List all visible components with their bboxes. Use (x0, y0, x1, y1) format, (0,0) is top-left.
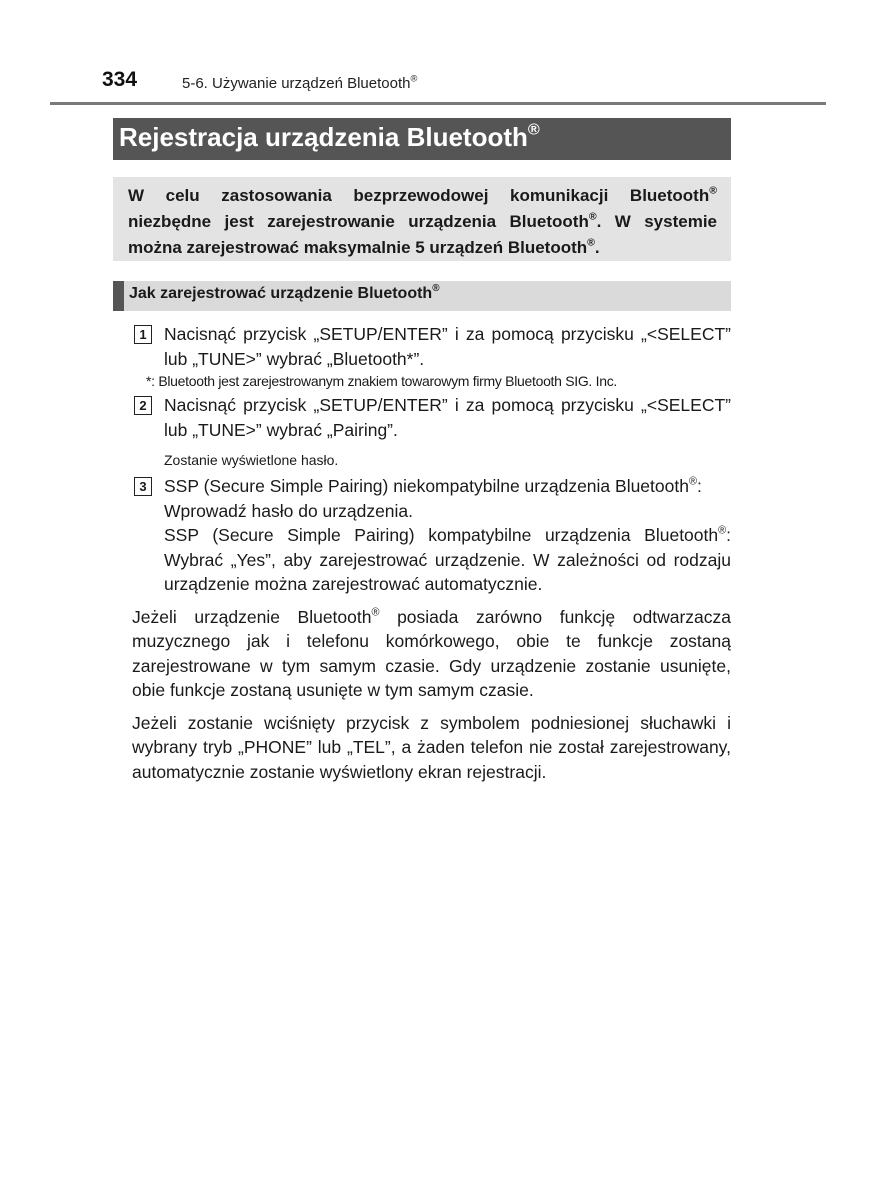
registered-mark: ® (432, 283, 440, 295)
footnote: *: Bluetooth jest zarejestrowanym znakiem towarowym firmy Bluetooth SIG. Inc. (146, 373, 617, 389)
registered-mark: ® (718, 524, 727, 537)
step-number: 3 (134, 477, 152, 496)
step-note: Zostanie wyświetlone hasło. (164, 452, 339, 468)
registered-mark: ® (527, 120, 540, 139)
chapter-title (182, 75, 417, 92)
page-header (50, 66, 826, 105)
section-title (119, 122, 540, 153)
paragraph-1 (132, 605, 731, 703)
intro-part-2: niezbędne jest zarejestrowanie urządzenia Bluetooth (128, 212, 589, 231)
registered-mark: ® (688, 475, 697, 488)
step-3-line-1 (164, 474, 731, 499)
registered-mark: ® (709, 184, 717, 197)
step-text-end: : Wybrać „Yes”, aby zarejestrować urządzenie. W zależności od rodzaju urządzenie można zarejestrować automatycznie. (164, 525, 731, 594)
section-title-bar (113, 118, 731, 160)
step-1 (132, 322, 731, 371)
paragraph-text: Jeżeli urządzenie Bluetooth (132, 606, 372, 627)
chapter-title-text: 5-6. Używanie urządzeń Bluetooth (182, 75, 411, 92)
intro-box (113, 177, 731, 261)
section-title-text: Rejestracja urządzenia Bluetooth (119, 122, 528, 152)
intro-part-3: . W systemie można zarejestrować maksymalnie 5 urządzeń Bluetooth (128, 212, 717, 257)
step-text-end: : (696, 476, 702, 496)
step-number: 2 (134, 396, 152, 415)
step-text: Nacisnąć przycisk „SETUP/ENTER” i za pomocą przycisku „<SELECT” lub „TUNE>” wybrać „Pairing”. (164, 395, 731, 440)
paragraph-2: Jeżeli zostanie wciśnięty przycisk z symbolem podniesionej słuchawki i wybrany tryb „PHONE” lub „TEL”, a żaden telefon nie został zarejestrowany, automatycznie zostanie wyświetlony ekran rejestracji. (132, 712, 731, 782)
registered-mark: ® (410, 73, 418, 84)
step-2 (132, 393, 731, 442)
page-number: 334 (102, 68, 138, 91)
content (132, 322, 731, 784)
step-3 (132, 474, 731, 597)
step-text: SSP (Secure Simple Pairing) kompatybilne urządzenia Bluetooth (164, 525, 719, 545)
step-number: 1 (134, 325, 152, 344)
paragraph-text: posiada zarówno funkcję odtwarzacza muzycznego jak i telefonu komórkowego, obie te funkcje zostaną zarejestrowane w tym samym czasie. Gdy urządzenie zostanie usunięte, obie funkcje zostaną usunięte w tym samym czasie. (132, 606, 731, 700)
subheading (113, 281, 731, 311)
intro-part-1: W celu zastosowania bezprzewodowej komunikacji Bluetooth (128, 186, 710, 205)
intro-part-4: . (594, 238, 600, 257)
step-text: Nacisnąć przycisk „SETUP/ENTER” i za pomocą przycisku „<SELECT” lub „TUNE>” wybrać „Bluetooth*”. (164, 324, 731, 369)
registered-mark: ® (371, 605, 380, 618)
registered-mark: ® (587, 236, 595, 249)
step-3-line-3 (164, 523, 731, 597)
step-3-line-2: Wprowadź hasło do urządzenia. (164, 500, 414, 521)
registered-mark: ® (588, 210, 597, 223)
subheading-text: Jak zarejestrować urządzenie Bluetooth (129, 285, 433, 302)
step-text: SSP (Secure Simple Pairing) niekompatybilne urządzenia Bluetooth (164, 476, 689, 496)
